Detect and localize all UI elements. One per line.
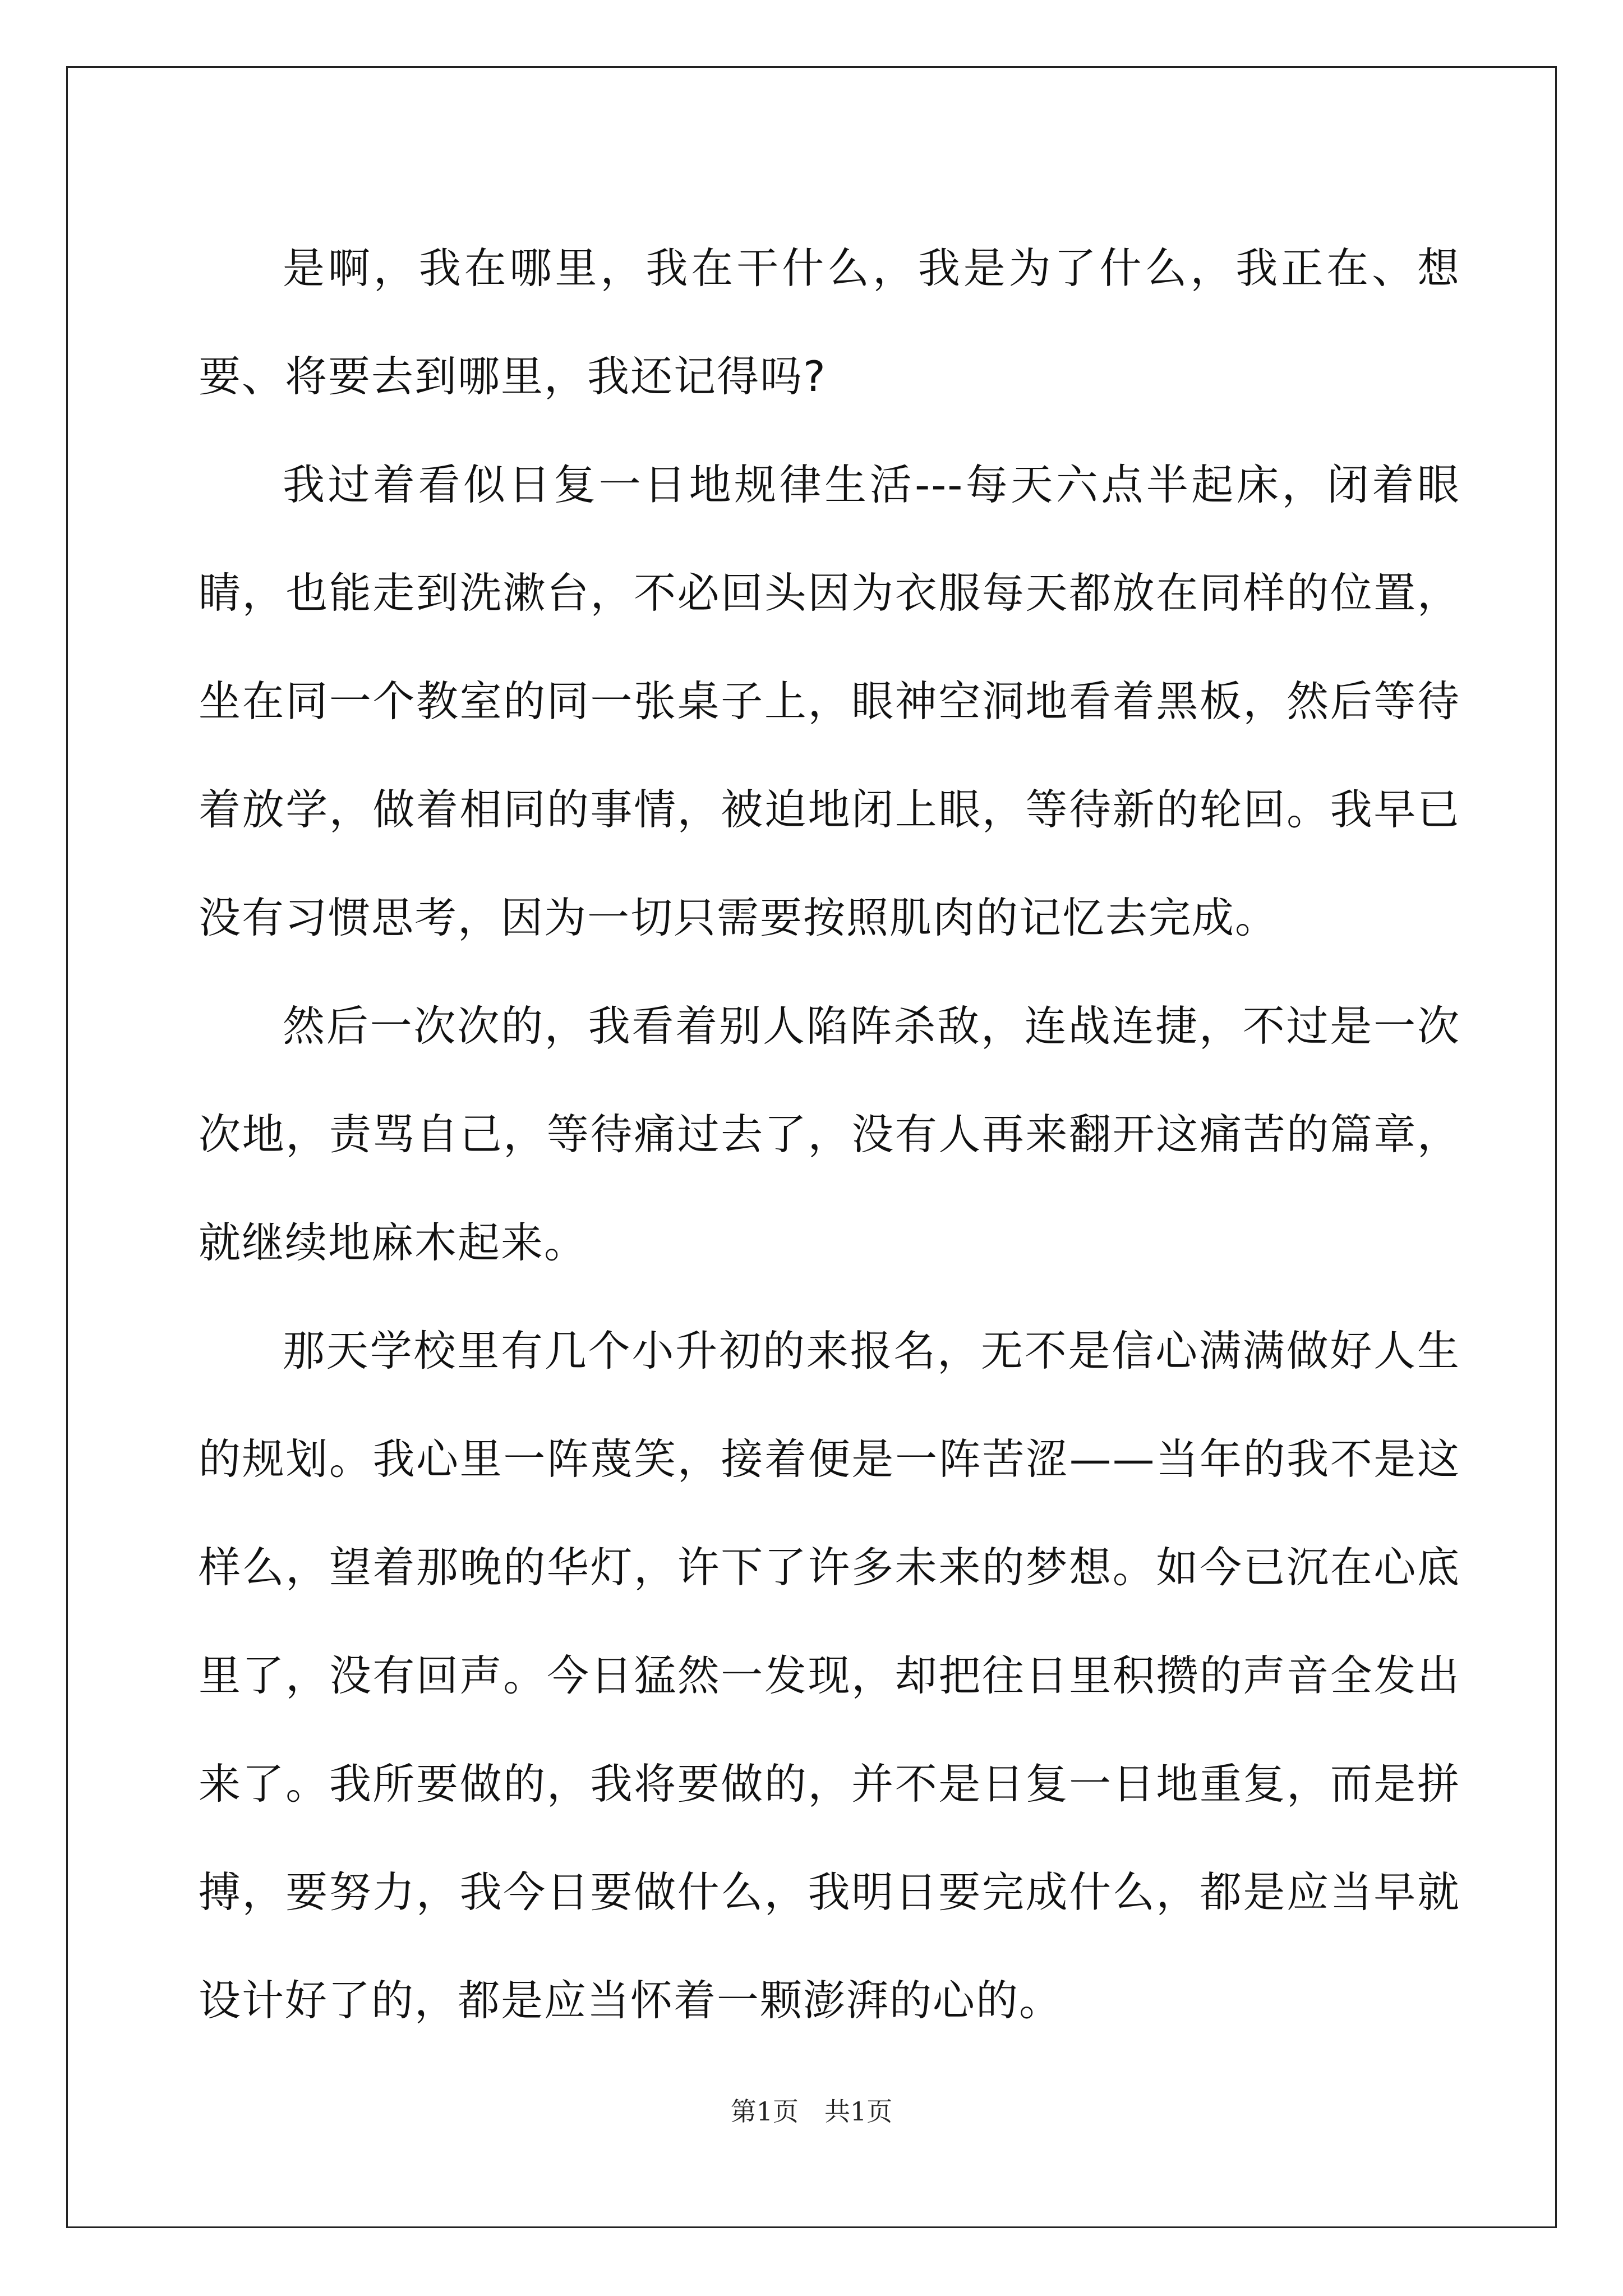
paragraph-1: 是啊，我在哪里，我在干什么，我是为了什么，我正在、想要、将要去到哪里，我还记得吗?: [199, 243, 1460, 401]
document-body: [199, 214, 1460, 2055]
paragraph-4: 那天学校里有几个小升初的来报名，无不是信心满满做好人生的规划。我心里一阵蔑笑，接着便是一阵苦涩——当年的我不是这样么，望着那晚的华灯，许下了许多未来的梦想。如今已沉在心底里了，没有回声。今日猛然一发现，却把往日里积攒的声音全发出来了。我所要做的，我将要做的，并不是日复一日地重复，而是拼搏，要努力，我今日要做什么，我明日要完成什么，都是应当早就设计好了的，都是应当怀着一颗澎湃的心的。: [199, 1326, 1460, 2025]
paragraph-3: 然后一次次的，我看着别人陷阵杀敌，连战连捷，不过是一次次地，责骂自己，等待痛过去了，没有人再来翻开这痛苦的篇章，就继续地麻木起来。: [199, 1001, 1460, 1267]
paragraph-2: 我过着看似日复一日地规律生活---每天六点半起床，闭着眼睛，也能走到洗漱台，不必回头因为衣服每天都放在同样的位置，坐在同一个教室的同一张桌子上，眼神空洞地看着黑板，然后等待着放学，做着相同的事情，被迫地闭上眼，等待新的轮回。我早已没有习惯思考，因为一切只需要按照肌肉的记忆去完成。: [199, 460, 1460, 942]
page-footer: 第1页 共1页: [730, 2096, 893, 2127]
